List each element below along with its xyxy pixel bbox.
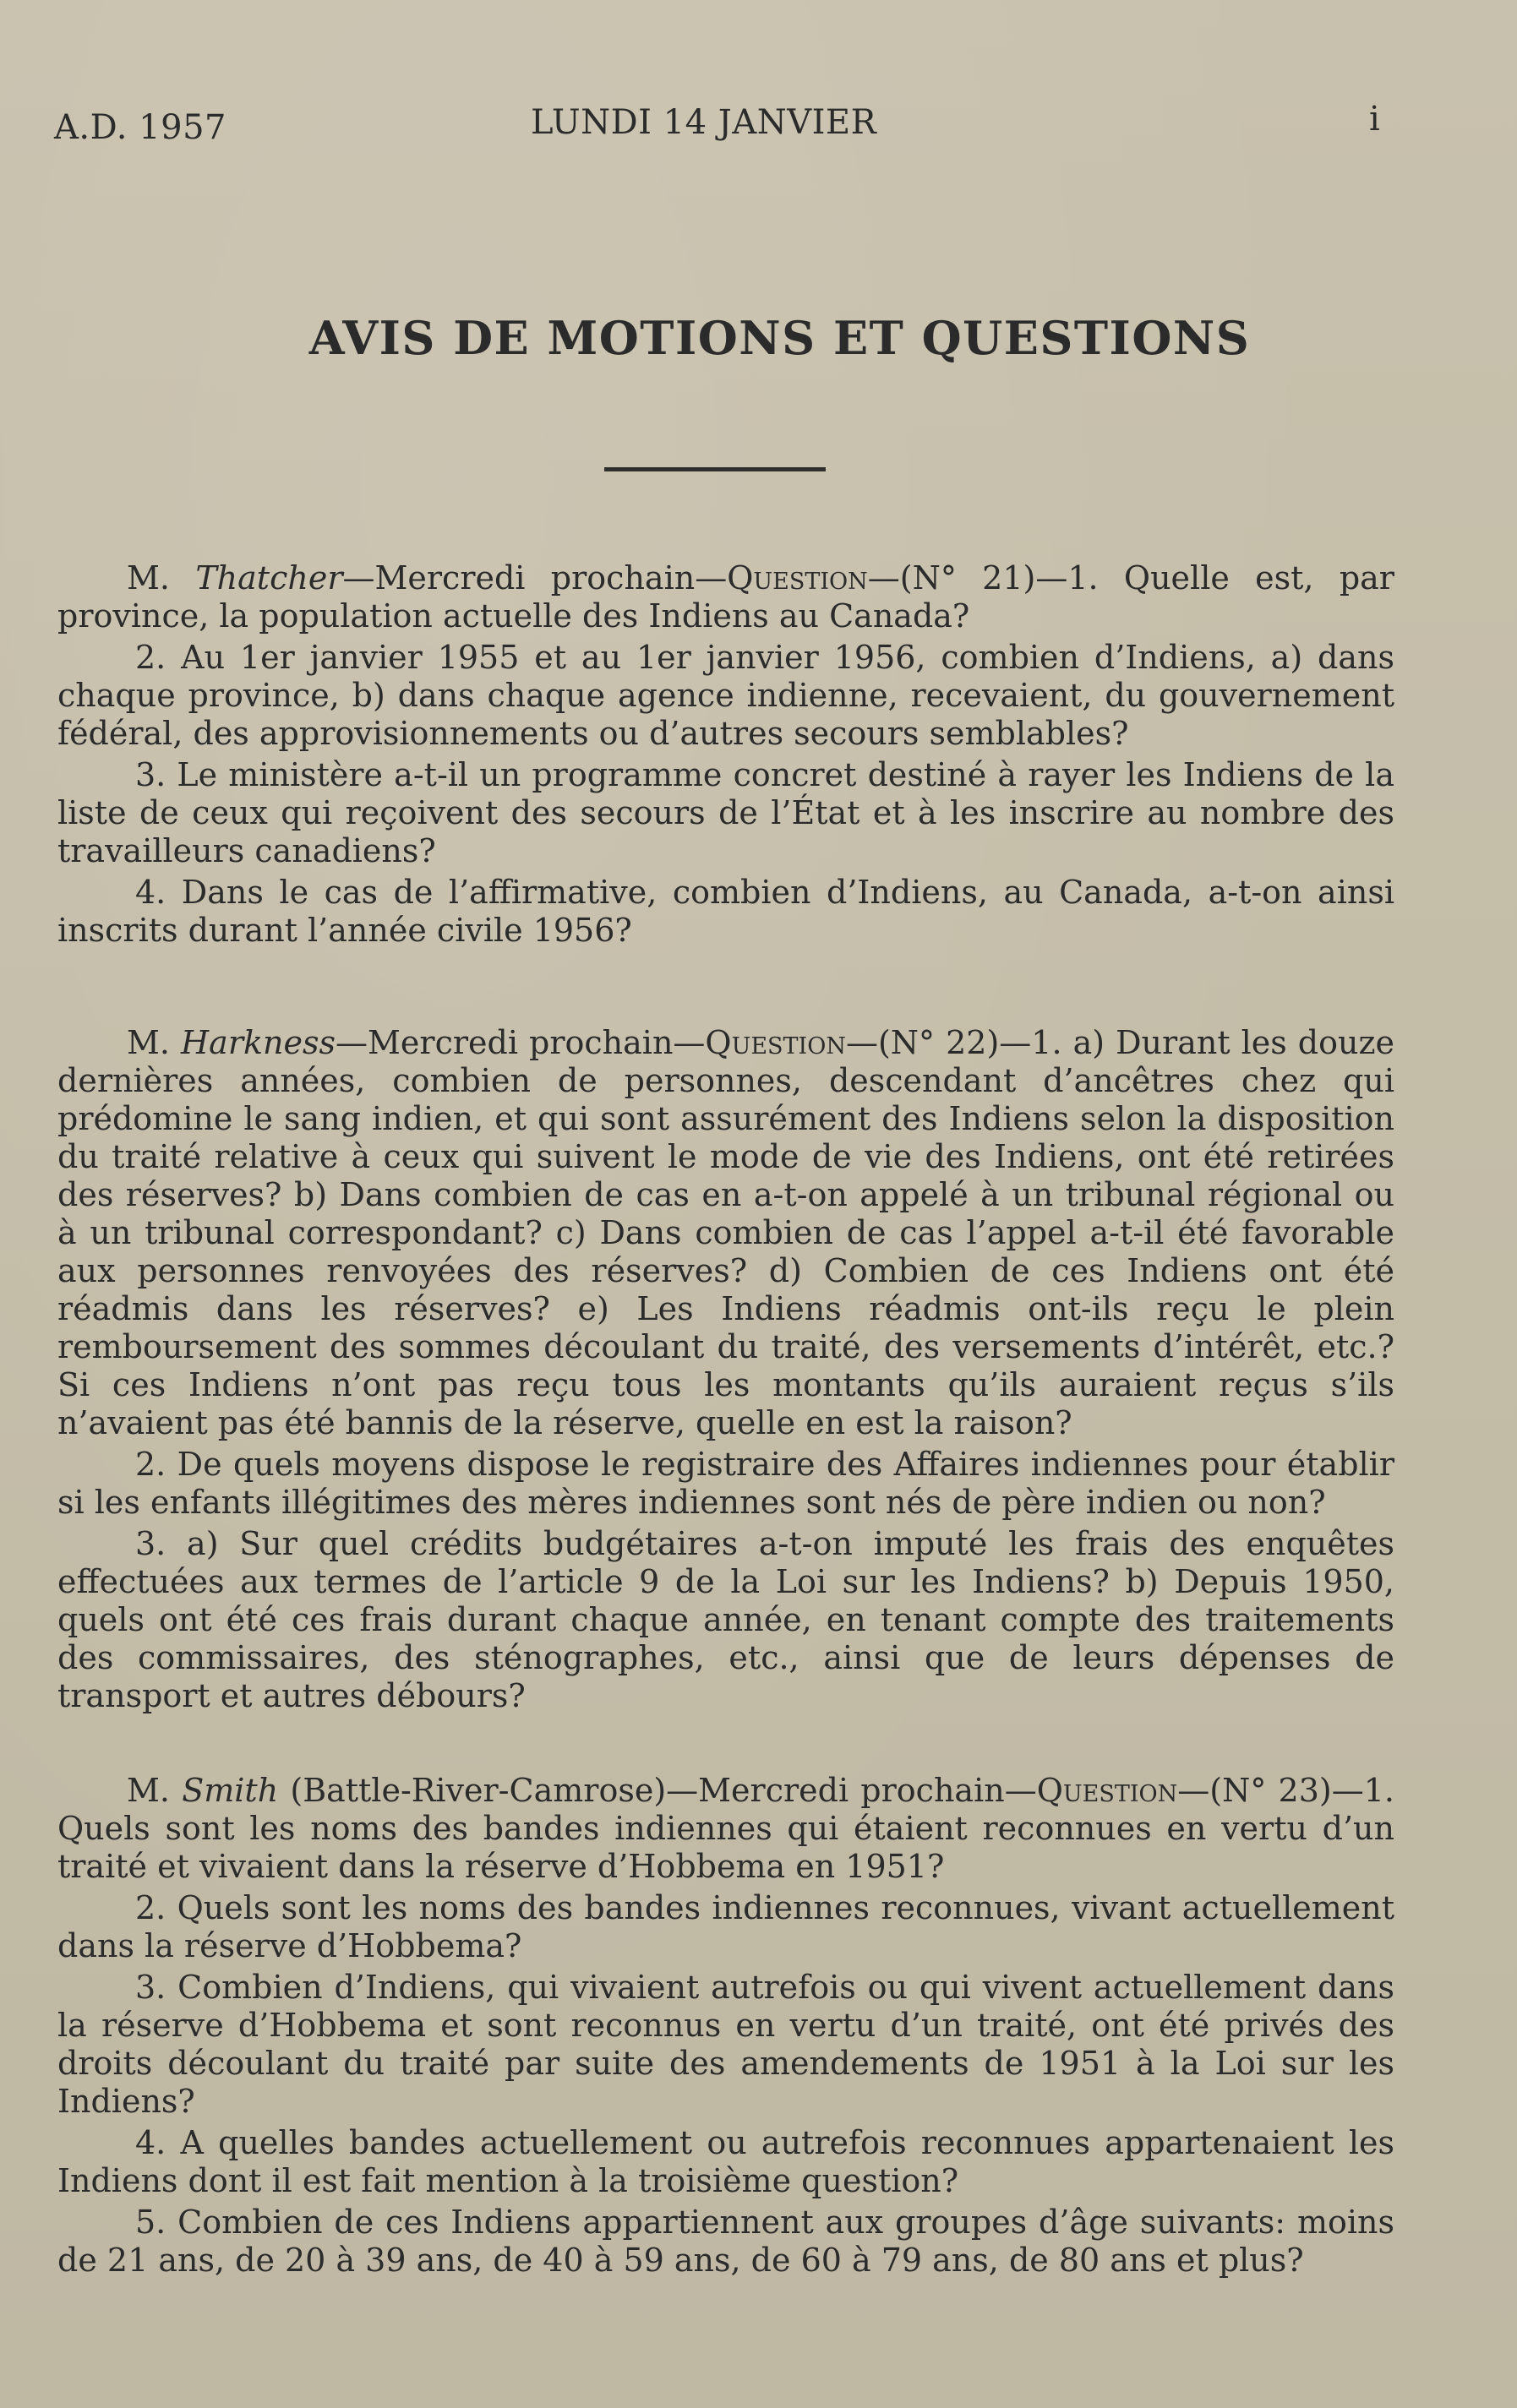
question-paragraph: 3. Combien d’Indiens, qui vivaient autrefois ou qui vivent actuellement dans la réserve d’Hobbema et sont reconnus en vertu d’un traité, ont été privés des droits découlant du traité par suite des amendements de 1951 à la Loi sur les Indiens? [57, 1969, 1394, 2120]
motion-lead [57, 1024, 1394, 1442]
question-paragraph: 4. A quelles bandes actuellement ou autrefois reconnues appartenaient les Indiens dont il est fait mention à la troisième question? [57, 2124, 1394, 2199]
page-title: AVIS DE MOTIONS ET QUESTIONS [308, 311, 1251, 365]
member-name: Thatcher [195, 559, 343, 597]
question-paragraph: 4. Dans le cas de l’affirmative, combien d’Indiens, au Canada, a-t-on ainsi inscrits durant l’année civile 1956? [57, 874, 1394, 949]
header-date: LUNDI 14 JANVIER [531, 103, 877, 142]
question-paragraph: 2. De quels moyens dispose le registraire des Affaires indiennes pour établir si les enfants illégitimes des mères indiennes sont nés de père indien ou non? [57, 1446, 1394, 1521]
question-paragraph: 5. Combien de ces Indiens appartiennent aux groupes d’âge suivants: moins de 21 ans, de 20 à 39 ans, de 40 à 59 ans, de 60 à 79 ans, de 80 ans et plus? [57, 2204, 1394, 2279]
question-label: Question [1036, 1772, 1178, 1809]
member-title: M. [127, 1024, 170, 1061]
question-paragraph: 2. Au 1er janvier 1955 et au 1er janvier 1956, combien d’Indiens, a) dans chaque province, b) dans chaque agence indienne, recevaient, du gouvernement fédéral, des approvisionnements ou d’autres secours semblables? [57, 639, 1394, 752]
member-name: Harkness [181, 1024, 336, 1061]
question-text: —(N° 21)—1. Quelle est, par province, la population actuelle des Indiens au Canada? [57, 559, 1394, 635]
member-name: Smith [182, 1772, 279, 1809]
question-text: —(N° 22)—1. a) Durant les douze dernières années, combien de personnes, descendant d’ancêtres chez qui prédomine le sang indien, et qui sont assurément des Indiens selon la disposition du traité relative à ceux qui suivent le mode de vie des Indiens, ont été retirées des réserves? b) Dans combien de cas en a-t-on appelé à un tribunal régional ou à un tribunal correspondant? c) Dans combien de cas l’appel a-t-il été favorable aux personnes renvoyées des réserves? d) Combien de ces Indiens ont été réadmis dans les réserves? e) Les Indiens réadmis ont-ils reçu le plein remboursement des sommes découlant du traité, des versements d’intérêt, etc.? Si ces Indiens n’ont pas reçu tous les montants qu’ils auraient reçus s’ils n’avaient pas été bannis de la réserve, quelle en est la raison? [57, 1024, 1394, 1441]
member-title: M. [127, 559, 170, 597]
question-paragraph: 2. Quels sont les noms des bandes indiennes reconnues, vivant actuellement dans la réserve d’Hobbema? [57, 1889, 1394, 1964]
motion-date: —Mercredi prochain— [342, 559, 728, 597]
question-text: —(N° 23)—1. Quels sont les noms des bandes indiennes qui étaient reconnues en vertu d’un traité et vivaient dans la réserve d’Hobbema en 1951? [57, 1772, 1394, 1885]
motion-date: (Battle-River-Camrose)—Mercredi prochain— [278, 1772, 1037, 1809]
motion-thatcher [57, 559, 1394, 953]
motion-smith [57, 1772, 1394, 2283]
question-label: Question [705, 1024, 846, 1061]
question-paragraph: 3. Le ministère a-t-il un programme concret destiné à rayer les Indiens de la liste de ceux qui reçoivent des secours de l’État et à les inscrire au nombre des travailleurs canadiens? [57, 756, 1394, 869]
header-year: A.D. 1957 [54, 108, 226, 147]
member-title: M. [127, 1772, 170, 1809]
question-paragraph: 3. a) Sur quel crédits budgétaires a-t-on imputé les frais des enquêtes effectuées aux termes de l’article 9 de la Loi sur les Indiens? b) Depuis 1950, quels ont été ces frais durant chaque année, en tenant compte des traitements des commissaires, des sténographes, etc., ainsi que de leurs dépenses de transport et autres débours? [57, 1525, 1394, 1714]
motion-harkness [57, 1024, 1394, 1719]
motion-lead [57, 559, 1394, 635]
running-head [0, 100, 1517, 150]
header-page-number: i [1369, 100, 1381, 139]
motion-lead [57, 1772, 1394, 1886]
motion-date: —Mercredi prochain— [336, 1024, 706, 1061]
question-label: Question [727, 559, 868, 597]
title-rule [604, 467, 826, 471]
